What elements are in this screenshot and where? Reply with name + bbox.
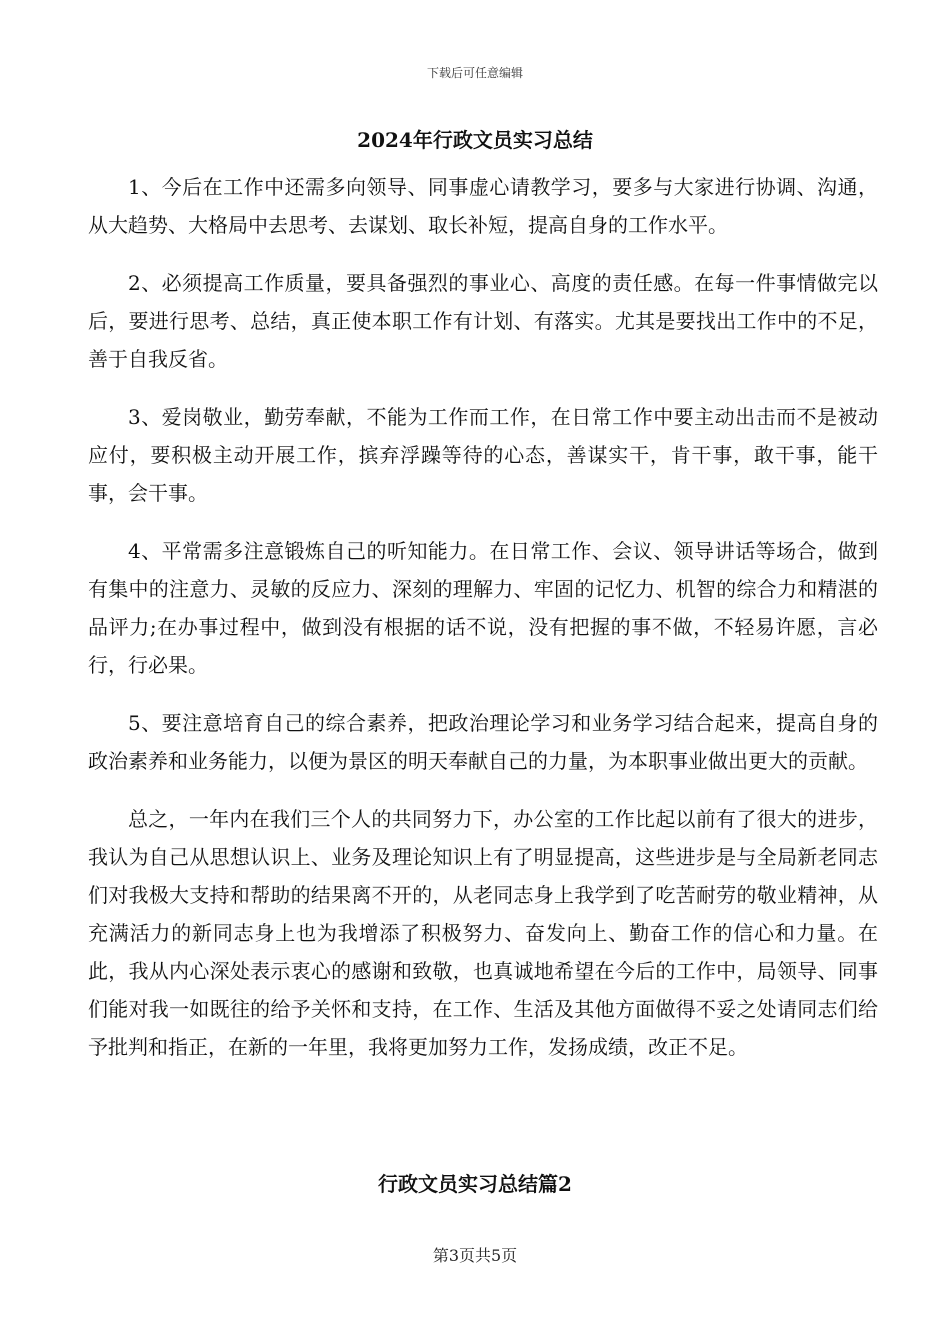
document-title: 2024年行政文员实习总结 (357, 128, 593, 152)
section-title: 行政文员实习总结篇2 (378, 1172, 572, 1196)
download-note: 下载后可任意编辑 (426, 66, 523, 80)
paragraph-2: 2、必须提高工作质量，要具备强烈的事业心、高度的责任感。在每一件事情做完以后，要进行思考、总结，真正使本职工作有计划、有落实。尤其是要找出工作中的不足，善于自我反省。 (88, 271, 878, 371)
page-number: 第3页共5页 (432, 1246, 518, 1265)
paragraph-3: 3、爱岗敬业，勤劳奉献，不能为工作而工作，在日常工作中要主动出击而不是被动应付，要积极主动开展工作，摈弃浮躁等待的心态，善谋实干，肯干事，敢干事，能干事，会干事。 (88, 405, 878, 505)
paragraph-4: 4、平常需多注意锻炼自己的听知能力。在日常工作、会议、领导讲话等场合，做到有集中的注意力、灵敏的反应力、深刻的理解力、牢固的记忆力、机智的综合力和精湛的品评力;在办事过程中，做到没有根据的话不说，没有把握的事不做，不轻易许愿，言必行，行必果。 (88, 539, 878, 677)
document-body (88, 168, 878, 1086)
paragraph-summary: 总之，一年内在我们三个人的共同努力下，办公室的工作比起以前有了很大的进步，我认为自己从思想认识上、业务及理论知识上有了明显提高，这些进步是与全局新老同志们对我极大支持和帮助的结果离不开的，从老同志身上我学到了吃苦耐劳的敬业精神，从充满活力的新同志身上也为我增添了积极努力、奋发向上、勤奋工作的信心和力量。在此，我从内心深处表示衷心的感谢和致敬，也真诚地希望在今后的工作中，局领导、同事们能对我一如既往的给予关怀和支持，在工作、生活及其他方面做得不妥之处请同志们给予批判和指正，在新的一年里，我将更加努力工作，发扬成绩，改正不足。 (88, 807, 878, 1059)
paragraph-1: 1、今后在工作中还需多向领导、同事虚心请教学习，要多与大家进行协调、沟通，从大趋势、大格局中去思考、去谋划、取长补短，提高自身的工作水平。 (88, 175, 878, 237)
paragraph-5: 5、要注意培育自己的综合素养，把政治理论学习和业务学习结合起来，提高自身的政治素养和业务能力，以便为景区的明天奉献自己的力量，为本职事业做出更大的贡献。 (88, 711, 878, 773)
